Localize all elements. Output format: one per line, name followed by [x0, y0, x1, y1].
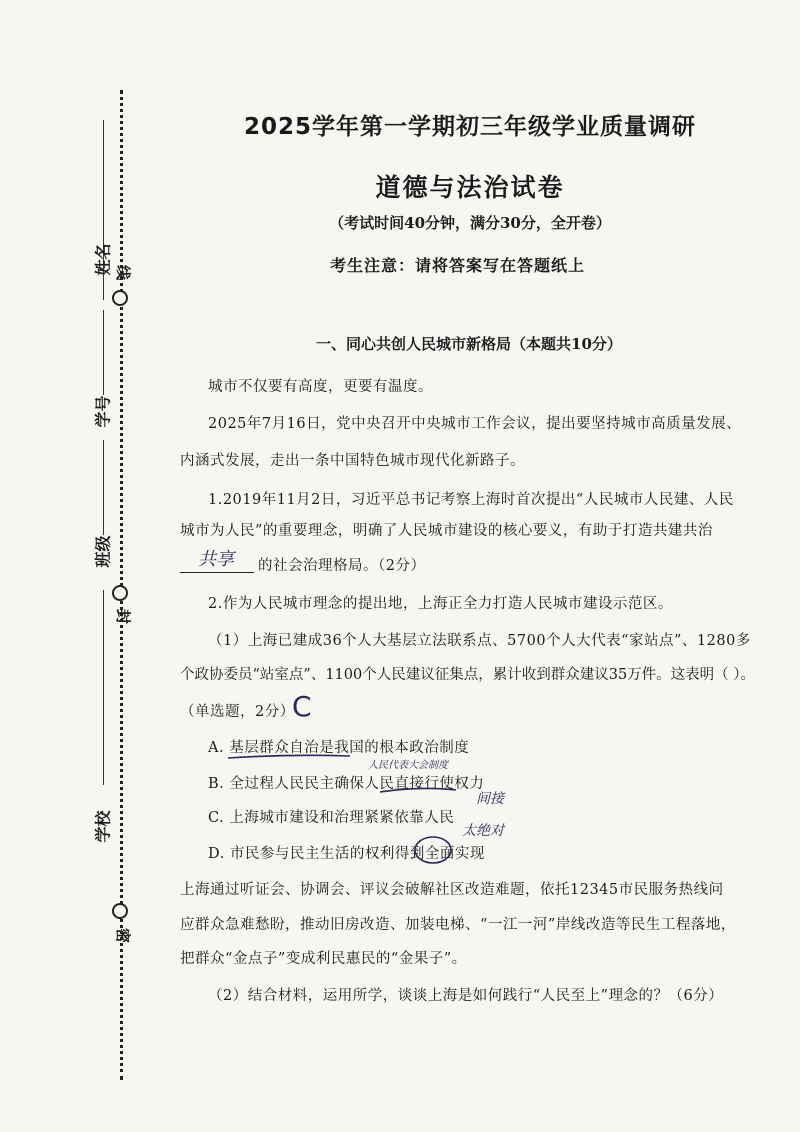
handwritten-note: 间接: [476, 791, 504, 807]
seal-mark-seal: 封: [114, 608, 133, 625]
intro-text: 城市不仅要有高度，更要有温度。: [208, 379, 433, 395]
question-1-line: 1.2019年11月2日，习近平总书记考察上海时首次提出“人民城市人民建、人民: [208, 492, 734, 508]
underline-mark: [380, 788, 456, 792]
paragraph-line: 2025年7月16日，党中央召开中央城市工作会议，提出要坚持城市高质量发展、: [208, 416, 742, 432]
underline-mark: [228, 755, 350, 758]
paragraph-line: 上海通过听证会、协调会、评议会破解社区改造难题，依托12345市民服务热线问: [180, 882, 724, 898]
option-a: A. 基层群众自治是我国的根本政治制度: [208, 740, 470, 756]
question-2-1-line: 个政协委员“站室点”、1100个人民建议征集点，累计收到群众建议35万件。这表明（ ）。: [180, 667, 756, 683]
question-1-line: 城市为人民”的重要理念，明确了人民城市建设的核心要义，有助于打造共建共治: [180, 523, 713, 539]
seal-mark-line: 线: [114, 264, 133, 281]
school-label: 学校: [93, 810, 113, 843]
question-2-line: 2.作为人民城市理念的提出地，上海正全力打造人民城市建设示范区。: [208, 596, 673, 612]
handwritten-answer: 共享: [198, 549, 234, 570]
handwritten-choice: C: [292, 690, 312, 723]
exam-title: 2025学年第一学期初三年级学业质量调研: [243, 114, 696, 140]
handwritten-note: 太绝对: [462, 823, 504, 839]
seal-mark-secret: 密: [114, 927, 133, 944]
option-b: B. 全过程人民民主确保人民直接行使权力: [208, 776, 485, 792]
question-2-1-line: （1）上海已建成36个人大基层立法联系点、5700个人大代表“家站点”、1280多: [208, 633, 751, 649]
subject-title: 道德与法治试卷: [375, 173, 565, 202]
class-label: 班级: [93, 535, 113, 568]
section-heading: 一、同心共创人民城市新格局（本题共10分）: [316, 335, 622, 353]
exam-info: （考试时间40分钟，满分30分，全开卷）: [329, 214, 611, 232]
paragraph-line: 应群众急难愁盼，推动旧房改造、加装电梯、“一江一河”岸线改造等民生工程落地，: [180, 917, 736, 933]
candidate-notice: 考生注意：请将答案写在答题纸上: [330, 256, 586, 275]
question-1-line: 的社会治理格局。（2分）: [258, 558, 426, 574]
circle-mark: [415, 837, 451, 863]
question-2-2: （2）结合材料，运用所学，谈谈上海是如何践行“人民至上”理念的？（6分）: [208, 988, 724, 1004]
option-d: D. 市民参与民主生活的权利得到全面实现: [208, 846, 485, 862]
paragraph-line: 把群众“金点子”变成利民惠民的“金果子”。: [180, 951, 467, 967]
name-label: 姓名: [93, 243, 113, 276]
student-id-label: 学号: [93, 395, 113, 428]
question-2-1-line: （单选题，2分）: [180, 704, 295, 720]
option-c: C. 上海城市建设和治理紧紧依靠人民: [208, 810, 455, 826]
handwritten-note: 人民代表大会制度: [368, 760, 448, 771]
paragraph-line: 内涵式发展，走出一条中国特色城市现代化新路子。: [180, 453, 525, 469]
